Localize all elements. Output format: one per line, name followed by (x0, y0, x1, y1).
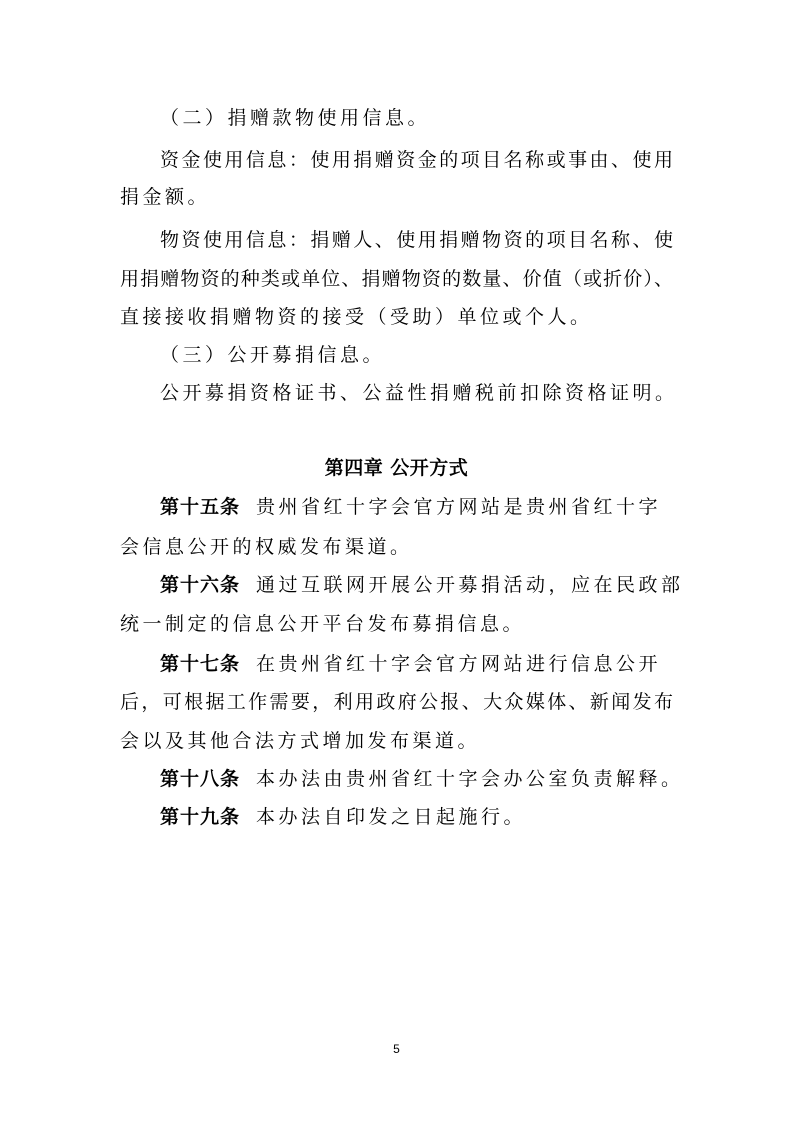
chapter-title: 第四章 公开方式 (324, 457, 469, 479)
fund-usage-line1: 资金使用信息：使用捐赠资金的项目名称或事由、使用 (160, 149, 673, 171)
article-17 (160, 652, 673, 676)
section2-heading: （二）捐赠款物使用信息。 (160, 107, 431, 129)
fund-usage-line2: 捐金额。 (120, 186, 211, 208)
article-18 (160, 767, 684, 791)
article-16-line2: 统一制定的信息公开平台发布募捐信息。 (120, 613, 526, 635)
section3-heading: （三）公开募捐信息。 (160, 344, 386, 366)
article-15-line2: 会信息公开的权威发布渠道。 (120, 536, 413, 558)
article-16 (160, 573, 684, 597)
goods-usage-line3: 直接接收捐赠物资的接受（受助）单位或个人。 (120, 306, 593, 328)
section3-line1: 公开募捐资格证书、公益性捐赠税前扣除资格证明。 (160, 382, 678, 404)
article-19 (160, 805, 673, 829)
goods-usage-line2: 用捐赠物资的种类或单位、捐赠物资的数量、价值（或折价）、 (120, 268, 673, 290)
article-17-text: 在贵州省红十字会官方网站进行信息公开 (256, 653, 662, 675)
article-15-text: 贵州省红十字会官方网站是贵州省红十字 (256, 496, 662, 518)
article-17-line3: 会以及其他合法方式增加发布渠道。 (120, 730, 481, 752)
article-17-line2: 后，可根据工作需要，利用政府公报、大众媒体、新闻发布 (120, 691, 673, 713)
goods-usage-line1: 物资使用信息：捐赠人、使用捐赠物资的项目名称、使 (160, 229, 673, 251)
article-19-number: 第十九条 (160, 806, 241, 828)
article-16-text: 通过互联网开展公开募捐活动，应在民政部 (256, 574, 684, 596)
article-19-text: 本办法自印发之日起施行。 (256, 806, 527, 828)
article-15-number: 第十五条 (160, 496, 241, 518)
article-18-text: 本办法由贵州省红十字会办公室负责解释。 (256, 768, 684, 790)
page-number: 5 (393, 1042, 400, 1056)
article-17-number: 第十七条 (160, 653, 241, 675)
article-16-number: 第十六条 (160, 574, 241, 596)
article-15 (160, 495, 673, 519)
article-18-number: 第十八条 (160, 768, 241, 790)
